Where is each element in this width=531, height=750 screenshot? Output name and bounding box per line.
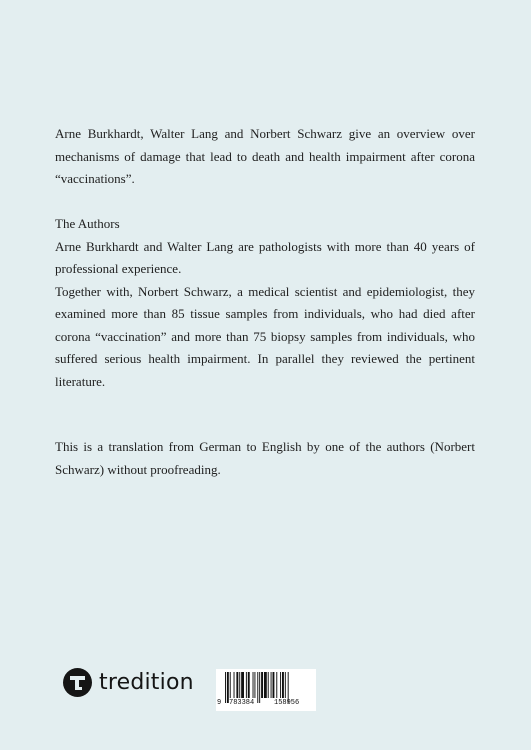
authors-heading: The Authors [55,216,120,231]
publisher-logo [63,668,194,697]
barcode-bar [271,672,272,698]
barcode-bar [261,672,263,698]
barcode-bar [285,672,286,698]
translation-text: This is a translation from German to English by one of the authors (Norbert Schwarz) without proofreading. [55,439,475,477]
intro-text: Arne Burkhardt, Walter Lang and Norbert Schwarz give an overview over mechanisms of damage that lead to death and health impairment after corona “vaccinations”. [55,126,475,186]
barcode-bar [254,672,255,698]
tredition-t-logo-icon [63,668,92,697]
barcode-bar [239,672,240,698]
barcode-bar [253,672,254,698]
isbn-barcode [216,669,316,711]
authors-section [55,213,475,393]
barcode-right-digits: 158956 [274,699,300,707]
barcode-digits [216,699,316,709]
translation-note [55,436,475,481]
barcode-bar [264,672,267,698]
barcode-bar [248,672,250,698]
barcode-bar [282,672,284,698]
authors-paragraph-2: Together with, Norbert Schwarz, a medical scientist and epidemiologist, they examined more than 85 tissue samples from individuals, who had died after corona “vaccination” and more than 75 biopsy samples from individuals, who suffered serious health impairment. In parallel they reviewed the pertinent literature. [55,283,475,389]
barcode-bar [246,672,247,698]
intro-paragraph [55,123,475,191]
barcode-bar [236,672,238,698]
barcode-left-digits: 783384 [229,699,255,707]
barcode-bar [276,672,277,698]
publisher-name: tredition [99,670,194,695]
barcode-bar [241,672,244,698]
barcode-bar [234,672,235,698]
barcode-bar [273,672,275,698]
barcode-bar [280,672,281,698]
authors-paragraph-1: Arne Burkhardt and Walter Lang are pathologists with more than 40 years of professional experience. [55,238,475,276]
barcode-prefix-digit: 9 [217,699,222,707]
barcode-bar [268,672,269,698]
barcode-bar [230,672,231,698]
